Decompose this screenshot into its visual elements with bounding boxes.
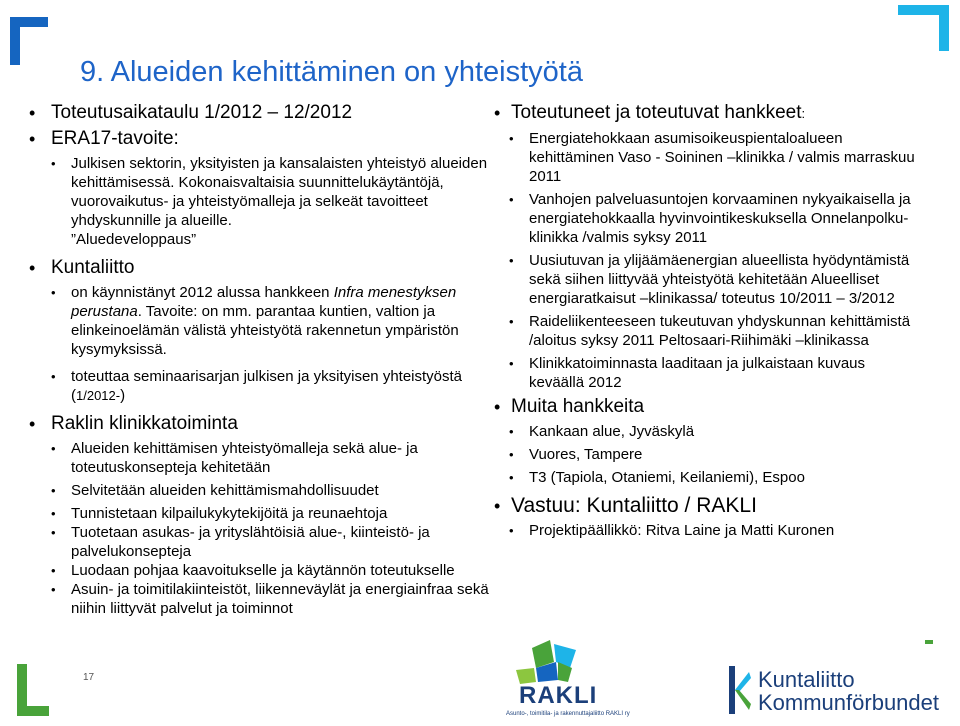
rakli-heading: • Raklin klinikkatoiminta xyxy=(27,413,492,435)
slide-title: 9. Alueiden kehittäminen on yhteistyötä xyxy=(80,56,583,88)
project-item: • Vanhojen palveluasuntojen korvaaminen nykyaikaisella ja energiatehokkaalla hyvinvointikeskuksella Onnelanpolku-klinikka /valmis syksy 2011 xyxy=(492,190,922,247)
project-item: • Uusiutuvan ja ylijäämäenergian alueellista hyödyntämistä sekä siihen liittyvää yhteistyötä kehitetään Alueelliset energiaratkaisut –klinikassa/ toteutus 10/2011 – 3/2012 xyxy=(492,251,922,308)
projects-heading-text: Toteutuneet ja toteutuvat hankkeet xyxy=(511,102,802,123)
kuntaliitto-heading: • Kuntaliitto xyxy=(27,257,492,279)
project-item: • Klinikkatoiminnasta laaditaan ja julkaistaan kuvaus keväällä 2012 xyxy=(492,354,922,392)
rakli-item: • Alueiden kehittämisen yhteistyömalleja sekä alue- ja toteutuskonsepteja kehitetään xyxy=(27,439,492,477)
schedule-item: • Toteutusaikataulu 1/2012 – 12/2012 xyxy=(27,102,492,124)
rakli-logo-text: RAKLI xyxy=(519,682,598,709)
other-project-item: • Kankaan alue, Jyväskylä xyxy=(492,422,922,441)
other-project-item: • Vuores, Tampere xyxy=(492,445,922,464)
projects-heading-colon: : xyxy=(801,106,806,121)
rakli-item: • Luodaan pohjaa kaavoitukselle ja käytännön toteutukselle xyxy=(27,561,492,580)
corner-decoration-top-right-bar xyxy=(898,5,949,15)
corner-decoration-bottom-left-bar xyxy=(17,706,49,716)
seminar-date: 1/2012- xyxy=(76,388,121,403)
left-column xyxy=(27,102,492,618)
rakli-item: • Selvitetään alueiden kehittämismahdollisuudet xyxy=(27,481,492,500)
rakli-logo-subtitle: Asunto-, toimitila- ja rakennuttajaliitto RAKLI ry xyxy=(506,711,630,717)
era-goal-text-2: ”Aluedeveloppaus” xyxy=(71,231,197,248)
projects-heading xyxy=(492,102,922,125)
kuntaliitto-logo-icon xyxy=(729,666,751,714)
responsible-item: • Projektipäällikkö: Ritva Laine ja Matti Kuronen xyxy=(492,521,922,540)
kommunforbundet-logo-text: Kommunförbundet xyxy=(758,690,939,715)
kuntaliitto-logo-text: Kuntaliitto xyxy=(758,667,855,692)
kuntaliitto-item-infra-b: . Tavoite: on mm. parantaa kuntien, valtion ja elinkeinoelämän välistä yhteistyötä rakennetun ympäristön kysymyksissä. xyxy=(71,303,459,358)
kuntaliitto-item-infra-a: on käynnistänyt 2012 alussa hankkeen xyxy=(71,284,334,301)
project-item: • Raideliikenteeseen tukeutuvan yhdyskunnan kehittämistä /aloitus syksy 2011 Peltosaari-Riihimäki –klinikassa xyxy=(492,312,922,350)
kuntaliitto-item-infra xyxy=(27,283,492,359)
infra-project-name: Infra menestyksen perustana xyxy=(71,284,457,320)
era-goal-text xyxy=(27,154,492,249)
rakli-item: • Tuotetaan asukas- ja yrityslähtöisiä alue-, kiinteistö- ja palvelukonsepteja xyxy=(27,523,492,561)
era-heading: • ERA17-tavoite: xyxy=(27,128,492,150)
responsible-heading: • Vastuu: Kuntaliitto / RAKLI xyxy=(492,495,922,517)
corner-decoration-bottom-right xyxy=(925,640,933,644)
other-project-item: • T3 (Tapiola, Otaniemi, Keilaniemi), Espoo xyxy=(492,468,922,487)
corner-decoration-top-left-bar xyxy=(10,17,48,27)
page-number: 17 xyxy=(83,672,95,683)
rakli-item: • Asuin- ja toimitilakiinteistöt, liikenneväylät ja energiainfraa sekä niihin liittyvät palvelut ja toiminnot xyxy=(27,580,492,618)
other-projects-heading: • Muita hankkeita xyxy=(492,396,922,418)
right-column xyxy=(492,102,922,544)
kuntaliitto-item-seminar xyxy=(27,367,492,405)
project-item: • Energiatehokkaan asumisoikeuspientaloalueen kehittäminen Vaso - Soininen –klinikka / valmis marraskuu 2011 xyxy=(492,129,922,186)
kuntaliitto-item-seminar-a: toteuttaa seminaarisarjan julkisen ja yksityisen yhteistyöstä ( xyxy=(71,368,463,404)
kuntaliitto-item-seminar-b: ) xyxy=(120,387,126,404)
era-goal-text-1: Julkisen sektorin, yksityisten ja kansalaisten yhteistyö alueiden kehittämisessä. Kokonaisvaltaisia suunnittelukäytäntöjä, vuorovaikutus- ja yhteistyömalleja ja selkeät tavoitteet yhdyskunnille ja alueille. xyxy=(71,155,488,229)
rakli-item: • Tunnistetaan kilpailukykytekijöitä ja reunaehtoja xyxy=(27,504,492,523)
